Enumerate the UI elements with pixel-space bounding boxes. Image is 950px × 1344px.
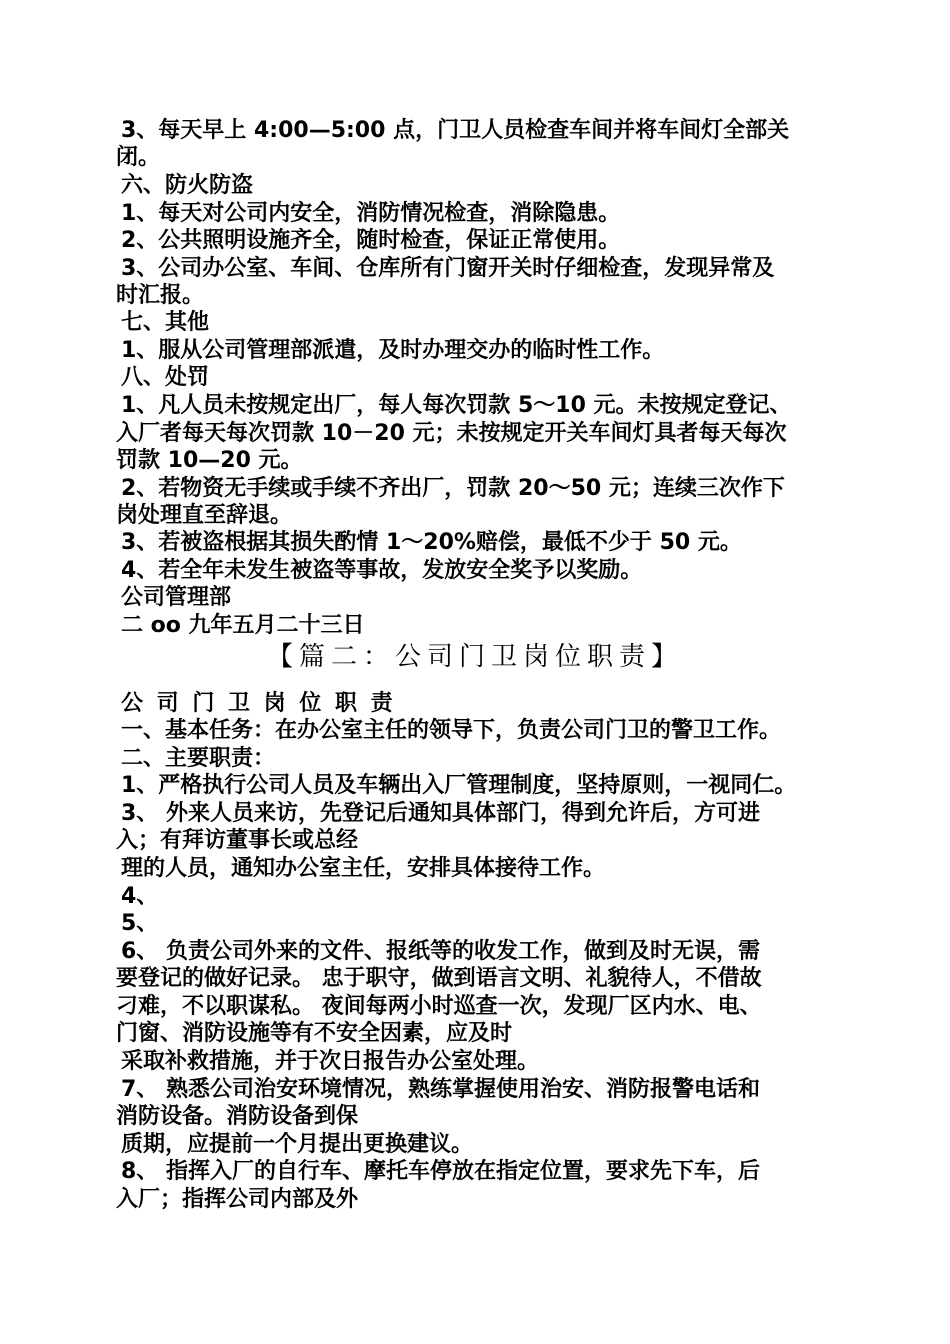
rule-line: 8、 指挥入厂的自行车、摩托车停放在指定位置，要求先下车，后 [121,1159,760,1184]
signature-date: 二 oo 九年五月二十三日 [121,613,365,638]
section-title-fire-theft: 六、防火防盗 [121,173,254,198]
rule-line: 7、 熟悉公司治安环境情况，熟练掌握使用治安、消防报警电话和 [121,1077,760,1102]
rule-line: 一、基本任务：在办公室主任的领导下，负责公司门卫的警卫工作。 [121,718,782,743]
rule-line: 二、主要职责： [121,746,276,771]
rule-line: 3、 外来人员来访，先登记后通知具体部门，得到允许后，方可进 [121,801,760,826]
rule-line: 4、若全年未发生被盗等事故，发放安全奖予以奖励。 [121,558,643,583]
rule-line: 4、 [121,884,159,909]
rule-line: 理的人员，通知办公室主任，安排具体接待工作。 [121,856,606,881]
rule-line: 岗处理直至辞退。 [116,503,293,528]
rule-line: 闭。 [116,145,161,170]
rule-line: 入；有拜访董事长或总经 [116,828,359,853]
rule-line: 消防设备。消防设备到保 [116,1104,359,1129]
rule-line: 3、每天早上 4:00—5:00 点，门卫人员检查车间并将车间灯全部关 [121,118,790,143]
rule-line: 2、公共照明设施齐全，随时检查，保证正常使用。 [121,228,621,253]
section-heading: 【篇二：公司门卫岗位职责】 [266,642,683,672]
rule-line: 1、凡人员未按规定出厂，每人每次罚款 5～10 元。未按规定登记、 [121,393,792,418]
rule-line: 罚款 10—20 元。 [116,448,303,473]
rule-line: 2、若物资无手续或手续不齐出厂，罚款 20～50 元；连续三次作下 [121,476,785,501]
rule-line: 3、公司办公室、车间、仓库所有门窗开关时仔细检查，发现异常及 [121,256,775,281]
rule-line: 1、严格执行公司人员及车辆出入厂管理制度，坚持原则，一视同仁。 [121,773,797,798]
doc-subtitle: 公 司 门 卫 岗 位 职 责 [121,691,396,716]
rule-line: 要登记的做好记录。 忠于职守，做到语言文明、礼貌待人，不借故 [116,966,762,991]
rule-line: 时汇报。 [116,283,205,308]
signature-department: 公司管理部 [121,585,232,610]
rule-line: 刁难，不以职谋私。 夜间每两小时巡查一次，发现厂区内水、电、 [116,994,762,1019]
rule-line: 1、服从公司管理部派遣，及时办理交办的临时性工作。 [121,338,665,363]
section-title-other: 七、其他 [121,310,210,335]
rule-line: 1、每天对公司内安全，消防情况检查，消除隐患。 [121,201,621,226]
rule-line: 门窗、消防设施等有不安全因素，应及时 [116,1021,513,1046]
rule-line: 5、 [121,911,159,936]
rule-line: 入厂者每天每次罚款 10－20 元；未按规定开关车间灯具者每天每次 [116,421,787,446]
rule-line: 6、 负责公司外来的文件、报纸等的收发工作，做到及时无误，需 [121,939,760,964]
rule-line: 采取补救措施，并于次日报告办公室处理。 [121,1049,540,1074]
rule-line: 3、若被盗根据其损失酌情 1～20%赔偿，最低不少于 50 元。 [121,530,742,555]
section-title-penalty: 八、处罚 [121,365,210,390]
rule-line: 入厂；指挥公司内部及外 [116,1187,359,1212]
rule-line: 质期，应提前一个月提出更换建议。 [121,1132,474,1157]
